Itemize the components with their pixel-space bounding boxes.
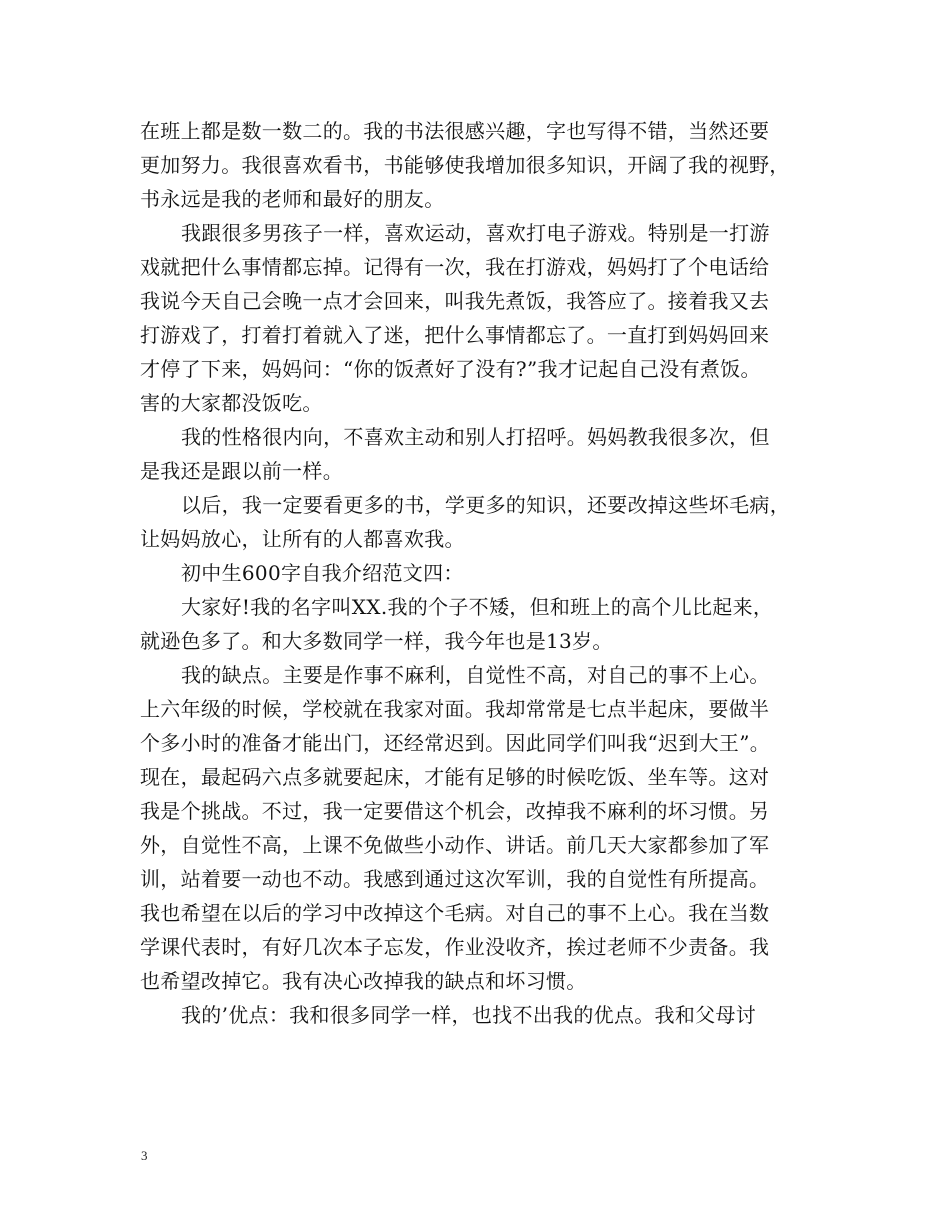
text-line: 书永远是我的老师和最好的朋友。 <box>140 187 445 211</box>
text-line: 让妈妈放心，让所有的人都喜欢我。 <box>140 527 465 551</box>
text-line: 是我还是跟以前一样。 <box>140 459 343 483</box>
text-line: 我的’优点：我和很多同学一样，也找不出我的优点。我和父母讨 <box>181 1003 757 1027</box>
text-line: 害的大家都没饭吃。 <box>140 391 323 415</box>
text-line: 现在，最起码六点多就要起床，才能有足够的时候吃饭、坐车等。这对 <box>140 765 770 789</box>
text-line: 我的性格很内向，不喜欢主动和别人打招呼。妈妈教我很多次，但 <box>181 425 770 449</box>
body-text <box>140 114 820 1032</box>
text-line: 我跟很多男孩子一样，喜欢运动，喜欢打电子游戏。特别是一打游 <box>181 221 770 245</box>
text-line: 学课代表时，有好几次本子忘发，作业没收齐，挨过老师不少责备。我 <box>140 935 770 959</box>
text-line: 训，站着要一动也不动。我感到通过这次军训，我的自觉性有所提高。 <box>140 867 770 891</box>
text-line: 我也希望在以后的学习中改掉这个毛病。对自己的事不上心。我在当数 <box>140 901 770 925</box>
text-line: 大家好!我的名字叫XX.我的个子不矮，但和班上的高个儿比起来， <box>181 595 774 619</box>
text-line: 更加努力。我很喜欢看书，书能够使我增加很多知识，开阔了我的视野， <box>140 153 790 177</box>
page-number: 3 <box>141 1148 148 1163</box>
text-line: 我是个挑战。不过，我一定要借这个机会，改掉我不麻利的坏习惯。另 <box>140 799 770 823</box>
text-line: 才停了下来，妈妈问：“你的饭煮好了没有?”我才记起自己没有煮饭。 <box>140 357 761 381</box>
text-line: 戏就把什么事情都忘掉。记得有一次，我在打游戏，妈妈打了个电话给 <box>140 255 770 279</box>
text-line: 我的缺点。主要是作事不麻利，自觉性不高，对自己的事不上心。 <box>181 663 770 687</box>
text-line: 打游戏了，打着打着就入了迷，把什么事情都忘了。一直打到妈妈回来 <box>140 323 770 347</box>
text-line: 外，自觉性不高，上课不免做些小动作、讲话。前几天大家都参加了军 <box>140 833 770 857</box>
text-line: 在班上都是数一数二的。我的书法很感兴趣，字也写得不错，当然还要 <box>140 119 770 143</box>
text-line: 个多小时的准备才能出门，还经常迟到。因此同学们叫我“迟到大王”。 <box>140 731 771 755</box>
text-line: 我说今天自己会晚一点才会回来，叫我先煮饭，我答应了。接着我又去 <box>140 289 770 313</box>
text-line: 也希望改掉它。我有决心改掉我的缺点和坏习惯。 <box>140 969 587 993</box>
text-line: 上六年级的时候，学校就在我家对面。我却常常是七点半起床，要做半 <box>140 697 770 721</box>
text-line: 以后，我一定要看更多的书，学更多的知识，还要改掉这些坏毛病， <box>181 493 790 517</box>
text-line: 就逊色多了。和大多数同学一样，我今年也是13岁。 <box>140 629 613 653</box>
text-line: 初中生600字自我介绍范文四： <box>181 561 464 585</box>
